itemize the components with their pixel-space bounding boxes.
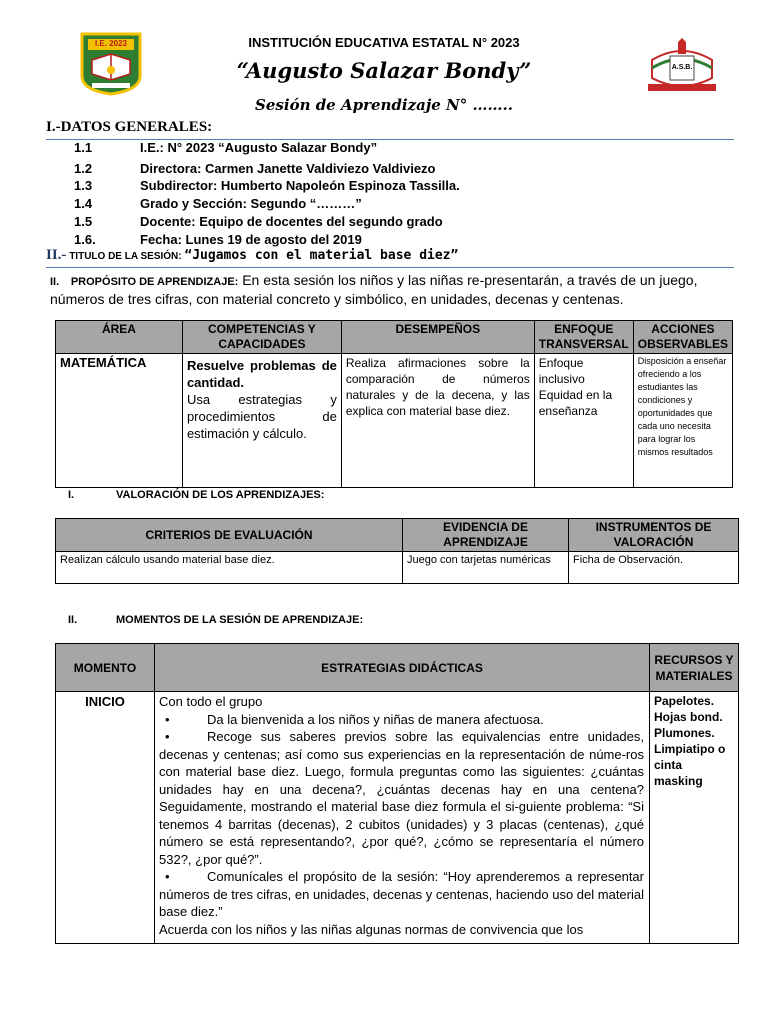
competencias-table: [55, 320, 733, 488]
momentos-heading: MOMENTOS DE LA SESIÓN DE APRENDIZAJE:: [116, 614, 364, 626]
session-title: Sesión de Aprendizaje N° ……..: [255, 96, 513, 114]
valoracion-table: [55, 518, 739, 584]
header-area: ÁREA: [56, 321, 183, 354]
dato-number: 1.4: [74, 196, 93, 211]
dato-number: 1.2: [74, 161, 93, 176]
dato-number: 1.3: [74, 178, 93, 193]
enfoque-line: Equidad en la enseñanza: [538, 388, 613, 418]
header-competencias: COMPETENCIAS Y CAPACIDADES: [182, 321, 341, 354]
titulo-label: TITULO DE LA SESIÓN:: [66, 251, 185, 262]
logo-right-text: A.S.B.: [671, 64, 693, 71]
instrumento-cell: Ficha de Observación.: [569, 552, 739, 584]
session-title-line: [46, 247, 458, 264]
dato-number: 1.1: [74, 140, 93, 155]
estrategia-item: [159, 711, 644, 729]
header-momento: MOMENTO: [56, 644, 155, 692]
titulo-rule: [46, 267, 734, 268]
proposito-paragraph: [50, 272, 740, 308]
recurso-item: Hojas bond.: [654, 710, 723, 724]
dato-text: Fecha: Lunes 19 de agosto del 2019: [140, 232, 362, 247]
dato-text: I.E.: N° 2023 “Augusto Salazar Bondy”: [140, 140, 378, 155]
valoracion-heading: VALORACIÓN DE LOS APRENDIZAJES:: [116, 489, 325, 501]
dato-text: Subdirector: Humberto Napoleón Espinoza Tassilla.: [140, 178, 460, 193]
area-cell: MATEMÁTICA: [56, 354, 183, 488]
enfoque-line: Enfoque inclusivo: [538, 356, 585, 386]
header-evidencia: EVIDENCIA DE APRENDIZAJE: [403, 519, 569, 552]
momento-cell: INICIO: [56, 692, 155, 944]
evidencia-cell: Juego con tarjetas numéricas: [403, 552, 569, 584]
estrategia-item: [159, 868, 644, 921]
competencia-cell: [182, 354, 341, 488]
competencia-text: Usa estrategias y procedimientos de estimación y cálculo.: [186, 392, 337, 441]
titulo-roman: II.-: [46, 247, 67, 263]
bullet: •: [165, 869, 170, 884]
school-logo-right: [646, 38, 718, 100]
criterio-cell: Realizan cálculo usando material base diez.: [56, 552, 403, 584]
institution-name: INSTITUCIÓN EDUCATIVA ESTATAL N° 2023: [248, 35, 520, 50]
header-recursos: RECURSOS Y MATERIALES: [650, 644, 739, 692]
header-desempenos: DESEMPEÑOS: [341, 321, 534, 354]
recurso-item: Plumones.: [654, 726, 715, 740]
proposito-label: PROPÓSITO DE APRENDIZAJE:: [70, 276, 239, 288]
dato-number: 1.6.: [74, 232, 96, 247]
estrategias-closing: Acuerda con los niños y las niñas algunas normas de convivencia que los: [159, 921, 584, 937]
dato-text: Directora: Carmen Janette Valdiviezo Valdiviezo: [140, 161, 436, 176]
estrategia-item: [159, 728, 644, 868]
school-name: “Augusto Salazar Bondy”: [236, 58, 532, 83]
header-estrategias: ESTRATEGIAS DIDÁCTICAS: [155, 644, 650, 692]
momentos-roman: II.: [68, 614, 78, 626]
recursos-cell: [650, 692, 739, 944]
dato-text: Docente: Equipo de docentes del segundo grado: [140, 214, 443, 229]
momentos-table: [55, 643, 739, 944]
header-criterios: CRITERIOS DE EVALUACIÓN: [56, 519, 403, 552]
header-acciones: ACCIONES OBSERVABLES: [633, 321, 732, 354]
dato-text: Grado y Sección: Segundo “………”: [140, 196, 362, 211]
estrategia-text: Comunícales el propósito de la sesión: “Hoy aprenderemos a representar números de tres cifras, en unidades, decenas y centenas, haciendo uso del material base diez.”: [159, 869, 644, 919]
proposito-text: En esta sesión los niños y las niñas re-presentarán, a través de un juego, números de tres cifras, con material concreto y simbólico, en unidades, decenas y centenas.: [50, 272, 698, 307]
enfoque-cell: [534, 354, 633, 488]
logo-left-text: I.E. 2023: [94, 39, 128, 48]
bullet: •: [165, 729, 170, 744]
dato-number: 1.5: [74, 214, 93, 229]
acciones-cell: Disposición a enseñar ofreciendo a los estudiantes las condiciones y oportunidades que cada uno necesita para lograr los mismos resultados: [633, 354, 732, 488]
estrategia-text: Recoge sus saberes previos sobre las equivalencias entre unidades, decenas y centenas; así como sus experiencias en la representación de núme-ros con material base diez. Luego, formula preguntas como las siguientes: ¿cuántas unidades hay en una decena?, ¿cuántas decenas hay en una centena? Seguidamente, mostrando el material base diez formula el si-guiente problema: “Si tenemos 4 barritas (decenas), 2 cubitos (unidades) y 3 placas (centenas), ¿qué número se está representando?, ¿por qué?, ¿cómo se representaría el número 532?, ¿por qué?”.: [159, 729, 644, 867]
titulo-value: “Jugamos con el material base diez”: [184, 248, 459, 263]
header-instrumentos: INSTRUMENTOS DE VALORACIÓN: [569, 519, 739, 552]
estrategias-intro: Con todo el grupo: [159, 694, 263, 709]
datos-generales-heading: I.-DATOS GENERALES:: [46, 119, 213, 135]
desempeno-cell: Realiza afirmaciones sobre la comparación de números naturales y de la decena, y las explica con material base diez.: [341, 354, 534, 488]
header-enfoque: ENFOQUE TRANSVERSAL: [534, 321, 633, 354]
recurso-item: Limpiatipo o cinta masking: [654, 742, 726, 788]
proposito-roman: II.: [50, 276, 60, 288]
estrategias-cell: [155, 692, 650, 944]
bullet: •: [165, 711, 170, 727]
competencia-title: Resuelve problemas de cantidad.: [186, 358, 337, 390]
valoracion-roman: I.: [68, 489, 75, 501]
estrategia-text: Da la bienvenida a los niños y niñas de manera afectuosa.: [207, 711, 544, 727]
recurso-item: Papelotes.: [654, 694, 715, 708]
